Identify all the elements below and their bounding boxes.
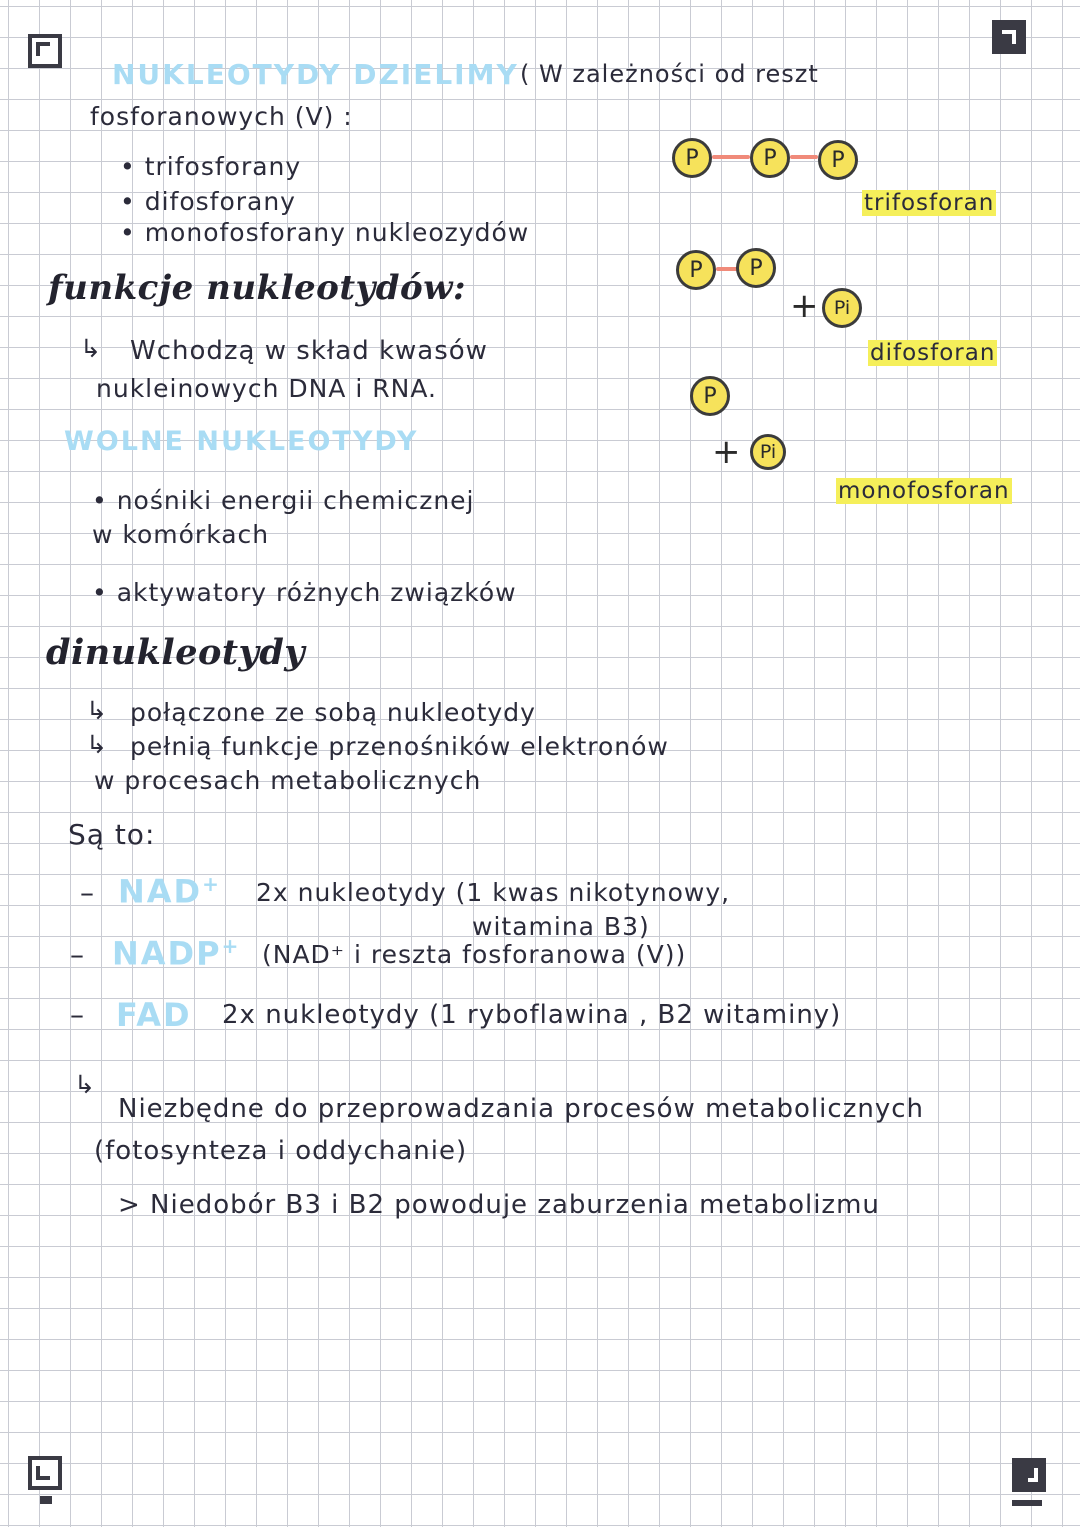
fad-desc: 2x nukleotydy (1 ryboflawina , B2 witaminy) <box>222 1000 842 1030</box>
heading-funkcje: funkcje nukleotydów: <box>48 268 467 308</box>
label-monofosforan: monofosforan <box>838 478 1010 504</box>
dinuc-line2: pełnią funkcje przenośników elektronów <box>130 732 669 761</box>
title-rest: ( W zależności od reszt <box>520 60 819 88</box>
phosphate-atom: P <box>690 376 730 416</box>
note-line3: > Niedobór B3 i B2 powoduje zaburzenia metabolizmu <box>118 1190 880 1220</box>
bottom-left-dash <box>40 1496 52 1504</box>
heading-wolne-nukleotydy: WOLNE NUKLEOTYDY <box>64 426 419 457</box>
corner-marker-top-left <box>28 34 62 68</box>
phosphate-atom: P <box>818 140 858 180</box>
note-arrow: ↳ <box>74 1070 96 1099</box>
sa-to: Są to: <box>68 818 156 851</box>
nad-name: NAD+ <box>118 872 221 911</box>
note-line1: Niezbędne do przeprowadzania procesów metabolicznych <box>118 1094 924 1124</box>
heading-dinukleotydy: dinukleotydy <box>46 632 306 673</box>
phosphate-atom: P <box>672 138 712 178</box>
type-item: • monofosforany nukleozydów <box>120 218 530 247</box>
inorganic-phosphate-atom: Pi <box>750 434 786 470</box>
label-difosforan: difosforan <box>870 340 996 366</box>
bottom-right-dash <box>1012 1500 1042 1506</box>
free-bullet-cont: w komórkach <box>92 520 270 549</box>
title-line2: fosforanowych (V) : <box>90 102 353 131</box>
phosphate-atom: P <box>676 250 716 290</box>
phosphate-bond <box>716 267 738 271</box>
plus-sign: + <box>712 432 741 472</box>
label-trifosforan: trifosforan <box>864 190 995 216</box>
nad-desc: 2x nukleotydy (1 kwas nikotynowy, <box>256 878 731 907</box>
dash: – <box>80 876 95 909</box>
functions-line2: nukleinowych DNA i RNA. <box>96 374 437 403</box>
dinuc-arrow: ↳ <box>86 696 108 725</box>
dash: – <box>70 938 85 971</box>
free-bullet: • aktywatory różnych związków <box>92 578 517 607</box>
note-line2: (fotosynteza i oddychanie) <box>94 1136 468 1166</box>
phosphate-atom: P <box>736 248 776 288</box>
phosphate-atom: P <box>750 138 790 178</box>
type-item: • trifosforany <box>120 152 302 181</box>
corner-marker-bottom-left <box>28 1456 62 1490</box>
inorganic-phosphate-atom: Pi <box>822 288 862 328</box>
functions-arrow: ↳ <box>80 334 102 363</box>
functions-line1: Wchodzą w skład kwasów <box>130 336 488 366</box>
nad-desc2: witamina B3) <box>472 912 650 941</box>
title-nukleotydy: NUKLEOTYDY DZIELIMY <box>112 58 519 91</box>
corner-marker-top-right <box>992 20 1026 54</box>
phosphate-bond <box>712 155 750 159</box>
plus-sign: + <box>790 286 819 326</box>
nadp-name: NADP+ <box>112 934 241 973</box>
fad-name: FAD <box>116 996 192 1034</box>
phosphate-bond <box>790 155 818 159</box>
dash: – <box>70 998 85 1031</box>
nadp-desc: (NAD⁺ i reszta fosforanowa (V)) <box>262 940 687 969</box>
corner-marker-bottom-right <box>1012 1458 1046 1492</box>
dinuc-line1: połączone ze sobą nukleotydy <box>130 698 536 727</box>
type-item: • difosforany <box>120 187 296 216</box>
free-bullet: • nośniki energii chemicznej <box>92 486 475 515</box>
dinuc-arrow: ↳ <box>86 730 108 759</box>
dinuc-line3: w procesach metabolicznych <box>94 766 482 795</box>
